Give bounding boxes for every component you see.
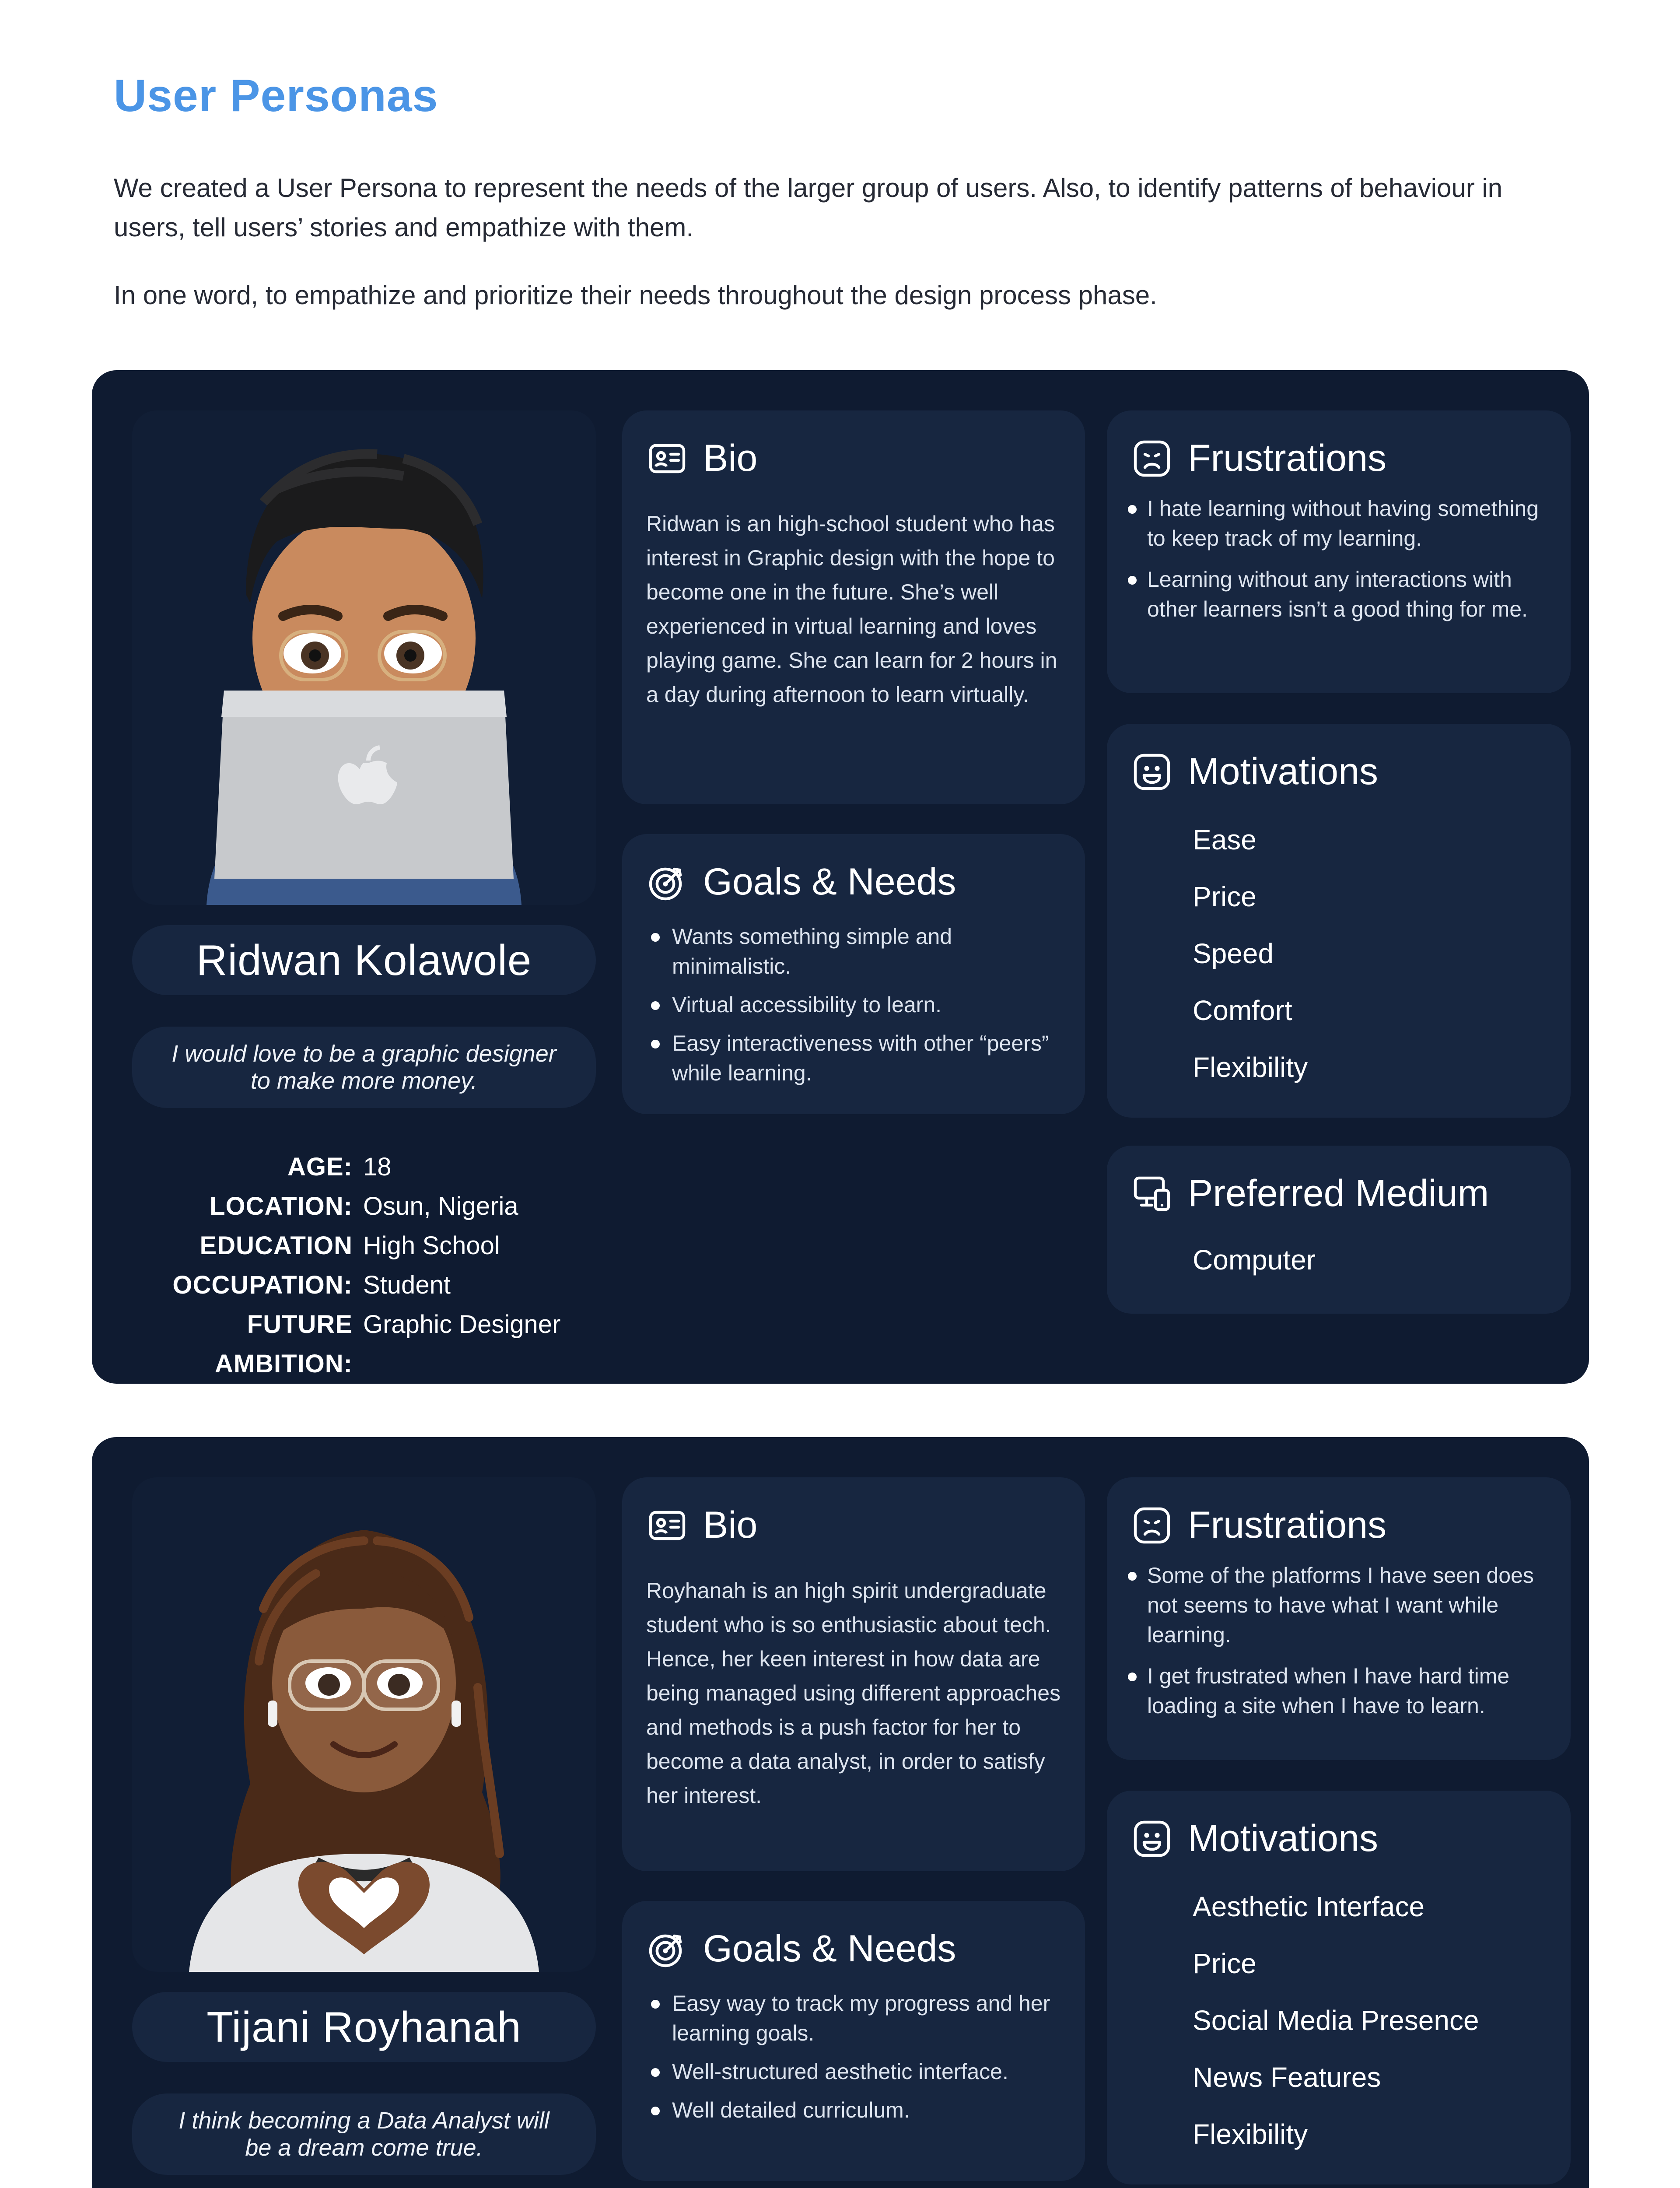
frustrations-card xyxy=(1107,410,1571,693)
bio-title: Bio xyxy=(703,437,758,479)
motivations-header xyxy=(1131,750,1378,793)
list-item: Ease xyxy=(1193,824,1256,856)
location-label: LOCATION: xyxy=(210,1192,353,1220)
frown-face-icon xyxy=(1131,1504,1173,1546)
age-label: AGE: xyxy=(287,1153,353,1181)
frustrations-header xyxy=(1131,1504,1386,1547)
motivations-title: Motivations xyxy=(1188,750,1378,792)
bio-header xyxy=(646,1504,757,1547)
list-item: News Features xyxy=(1193,2062,1381,2093)
list-item: Price xyxy=(1193,1948,1256,1979)
intro-summary: In one word, to empathize and prioritize their needs throughout the design process phase. xyxy=(114,281,1157,310)
goals-header xyxy=(646,860,956,904)
motivations-list xyxy=(1193,1878,1479,2163)
motivations-title: Motivations xyxy=(1188,1817,1378,1859)
goals-title: Goals & Needs xyxy=(703,861,956,903)
education-value: High School xyxy=(363,1231,500,1260)
location-value: Osun, Nigeria xyxy=(363,1192,518,1220)
list-item: Virtual accessibility to learn. xyxy=(648,990,1063,1020)
list-item: Wants something simple and minimalistic. xyxy=(648,922,1063,981)
occupation-label: OCCUPATION: xyxy=(172,1271,353,1299)
bio-text: Ridwan is an high-school student who has interest in Graphic design with the hope to become one in the future. She’s well experienced in virtual learning and loves playing game. She can learn for 2 hours in a day during afternoon to learn virtually. xyxy=(646,512,1057,707)
avatar xyxy=(132,1477,596,1972)
page-title: User Personas xyxy=(114,70,438,121)
target-icon xyxy=(646,1928,688,1970)
smile-face-icon xyxy=(1131,1818,1173,1860)
list-item: I hate learning without having something to keep track of my learning. xyxy=(1126,494,1555,553)
preferred-medium-header xyxy=(1131,1172,1489,1215)
goals-title: Goals & Needs xyxy=(703,1928,956,1970)
frustrations-title: Frustrations xyxy=(1188,1504,1387,1546)
frustrations-list xyxy=(1126,494,1555,635)
frustrations-card xyxy=(1107,1477,1571,1760)
motivations-card xyxy=(1107,1791,1571,2184)
smile-face-icon xyxy=(1131,751,1173,793)
frustrations-title: Frustrations xyxy=(1188,437,1387,479)
avatar xyxy=(132,410,596,905)
persona-quote: I think becoming a Data Analyst will be a dream come true. xyxy=(132,2093,596,2175)
preferred-medium-title: Preferred Medium xyxy=(1188,1172,1489,1214)
persona-card-ridwan xyxy=(92,370,1589,1384)
list-item: Flexibility xyxy=(1193,1052,1308,1083)
bio-text: Royhanah is an high spirit undergraduate student who is so enthusiastic about tech. Hence, her keen interest in how data are being managed using different approaches and methods is a push factor for her to become a data analyst, in order to satisfy her interest. xyxy=(646,1578,1060,1808)
list-item: Price xyxy=(1193,881,1256,912)
memoji-laptop-image xyxy=(132,410,596,905)
ambition-value: Graphic Designer xyxy=(363,1310,561,1339)
persona-card-royhanah xyxy=(92,1437,1589,2188)
list-item: Learning without any interactions with other learners isn’t a good thing for me. xyxy=(1126,565,1555,624)
goals-card xyxy=(622,834,1085,1114)
list-item: Aesthetic Interface xyxy=(1193,1891,1425,1922)
target-icon xyxy=(646,861,688,903)
occupation-value: Student xyxy=(363,1271,451,1299)
id-card-icon xyxy=(646,438,688,480)
list-item: Easy interactiveness with other “peers” while learning. xyxy=(648,1028,1063,1088)
bio-card xyxy=(622,1477,1085,1871)
persona-details xyxy=(118,1147,687,1384)
frown-face-icon xyxy=(1131,438,1173,480)
bio-card xyxy=(622,410,1085,804)
ambition-label: FUTURE AMBITION: xyxy=(214,1310,353,1378)
list-item: Comfort xyxy=(1193,995,1292,1026)
education-label: EDUCATION xyxy=(200,1231,353,1260)
intro-paragraph: We created a User Persona to represent the needs of the larger group of users. Also, to identify patterns of behaviour in users, tell users’ stories and empathize with them. xyxy=(114,173,1503,242)
preferred-medium-value: Computer xyxy=(1193,1244,1316,1276)
list-item: Easy way to track my progress and her learning goals. xyxy=(648,1988,1063,2048)
list-item: Well-structured aesthetic interface. xyxy=(648,2057,1063,2086)
bio-header xyxy=(646,437,757,480)
persona-name: Tijani Royhanah xyxy=(132,1992,596,2062)
goals-header xyxy=(646,1927,956,1971)
goals-list xyxy=(648,922,1063,1097)
list-item: Flexibility xyxy=(1193,2118,1308,2150)
devices-icon xyxy=(1131,1173,1173,1215)
memoji-heart-hands-image xyxy=(132,1477,596,1972)
id-card-icon xyxy=(646,1504,688,1546)
persona-quote: I would love to be a graphic designer to make more money. xyxy=(132,1027,596,1108)
goals-card xyxy=(622,1901,1085,2181)
list-item: Speed xyxy=(1193,938,1274,969)
motivations-card xyxy=(1107,724,1571,1118)
bio-title: Bio xyxy=(703,1504,758,1546)
frustrations-header xyxy=(1131,437,1386,480)
list-item: Some of the platforms I have seen does not seems to have what I want while learning. xyxy=(1126,1560,1555,1650)
persona-name: Ridwan Kolawole xyxy=(132,925,596,995)
list-item: I get frustrated when I have hard time loading a site when I have to learn. xyxy=(1126,1661,1555,1721)
list-item: Well detailed curriculum. xyxy=(648,2095,1063,2125)
list-item: Social Media Presence xyxy=(1193,2005,1479,2036)
goals-list xyxy=(648,1988,1063,2134)
age-value: 18 xyxy=(363,1153,392,1181)
frustrations-list xyxy=(1126,1560,1555,1732)
motivations-list xyxy=(1193,811,1308,1096)
motivations-header xyxy=(1131,1817,1378,1860)
preferred-medium-card xyxy=(1107,1146,1571,1314)
